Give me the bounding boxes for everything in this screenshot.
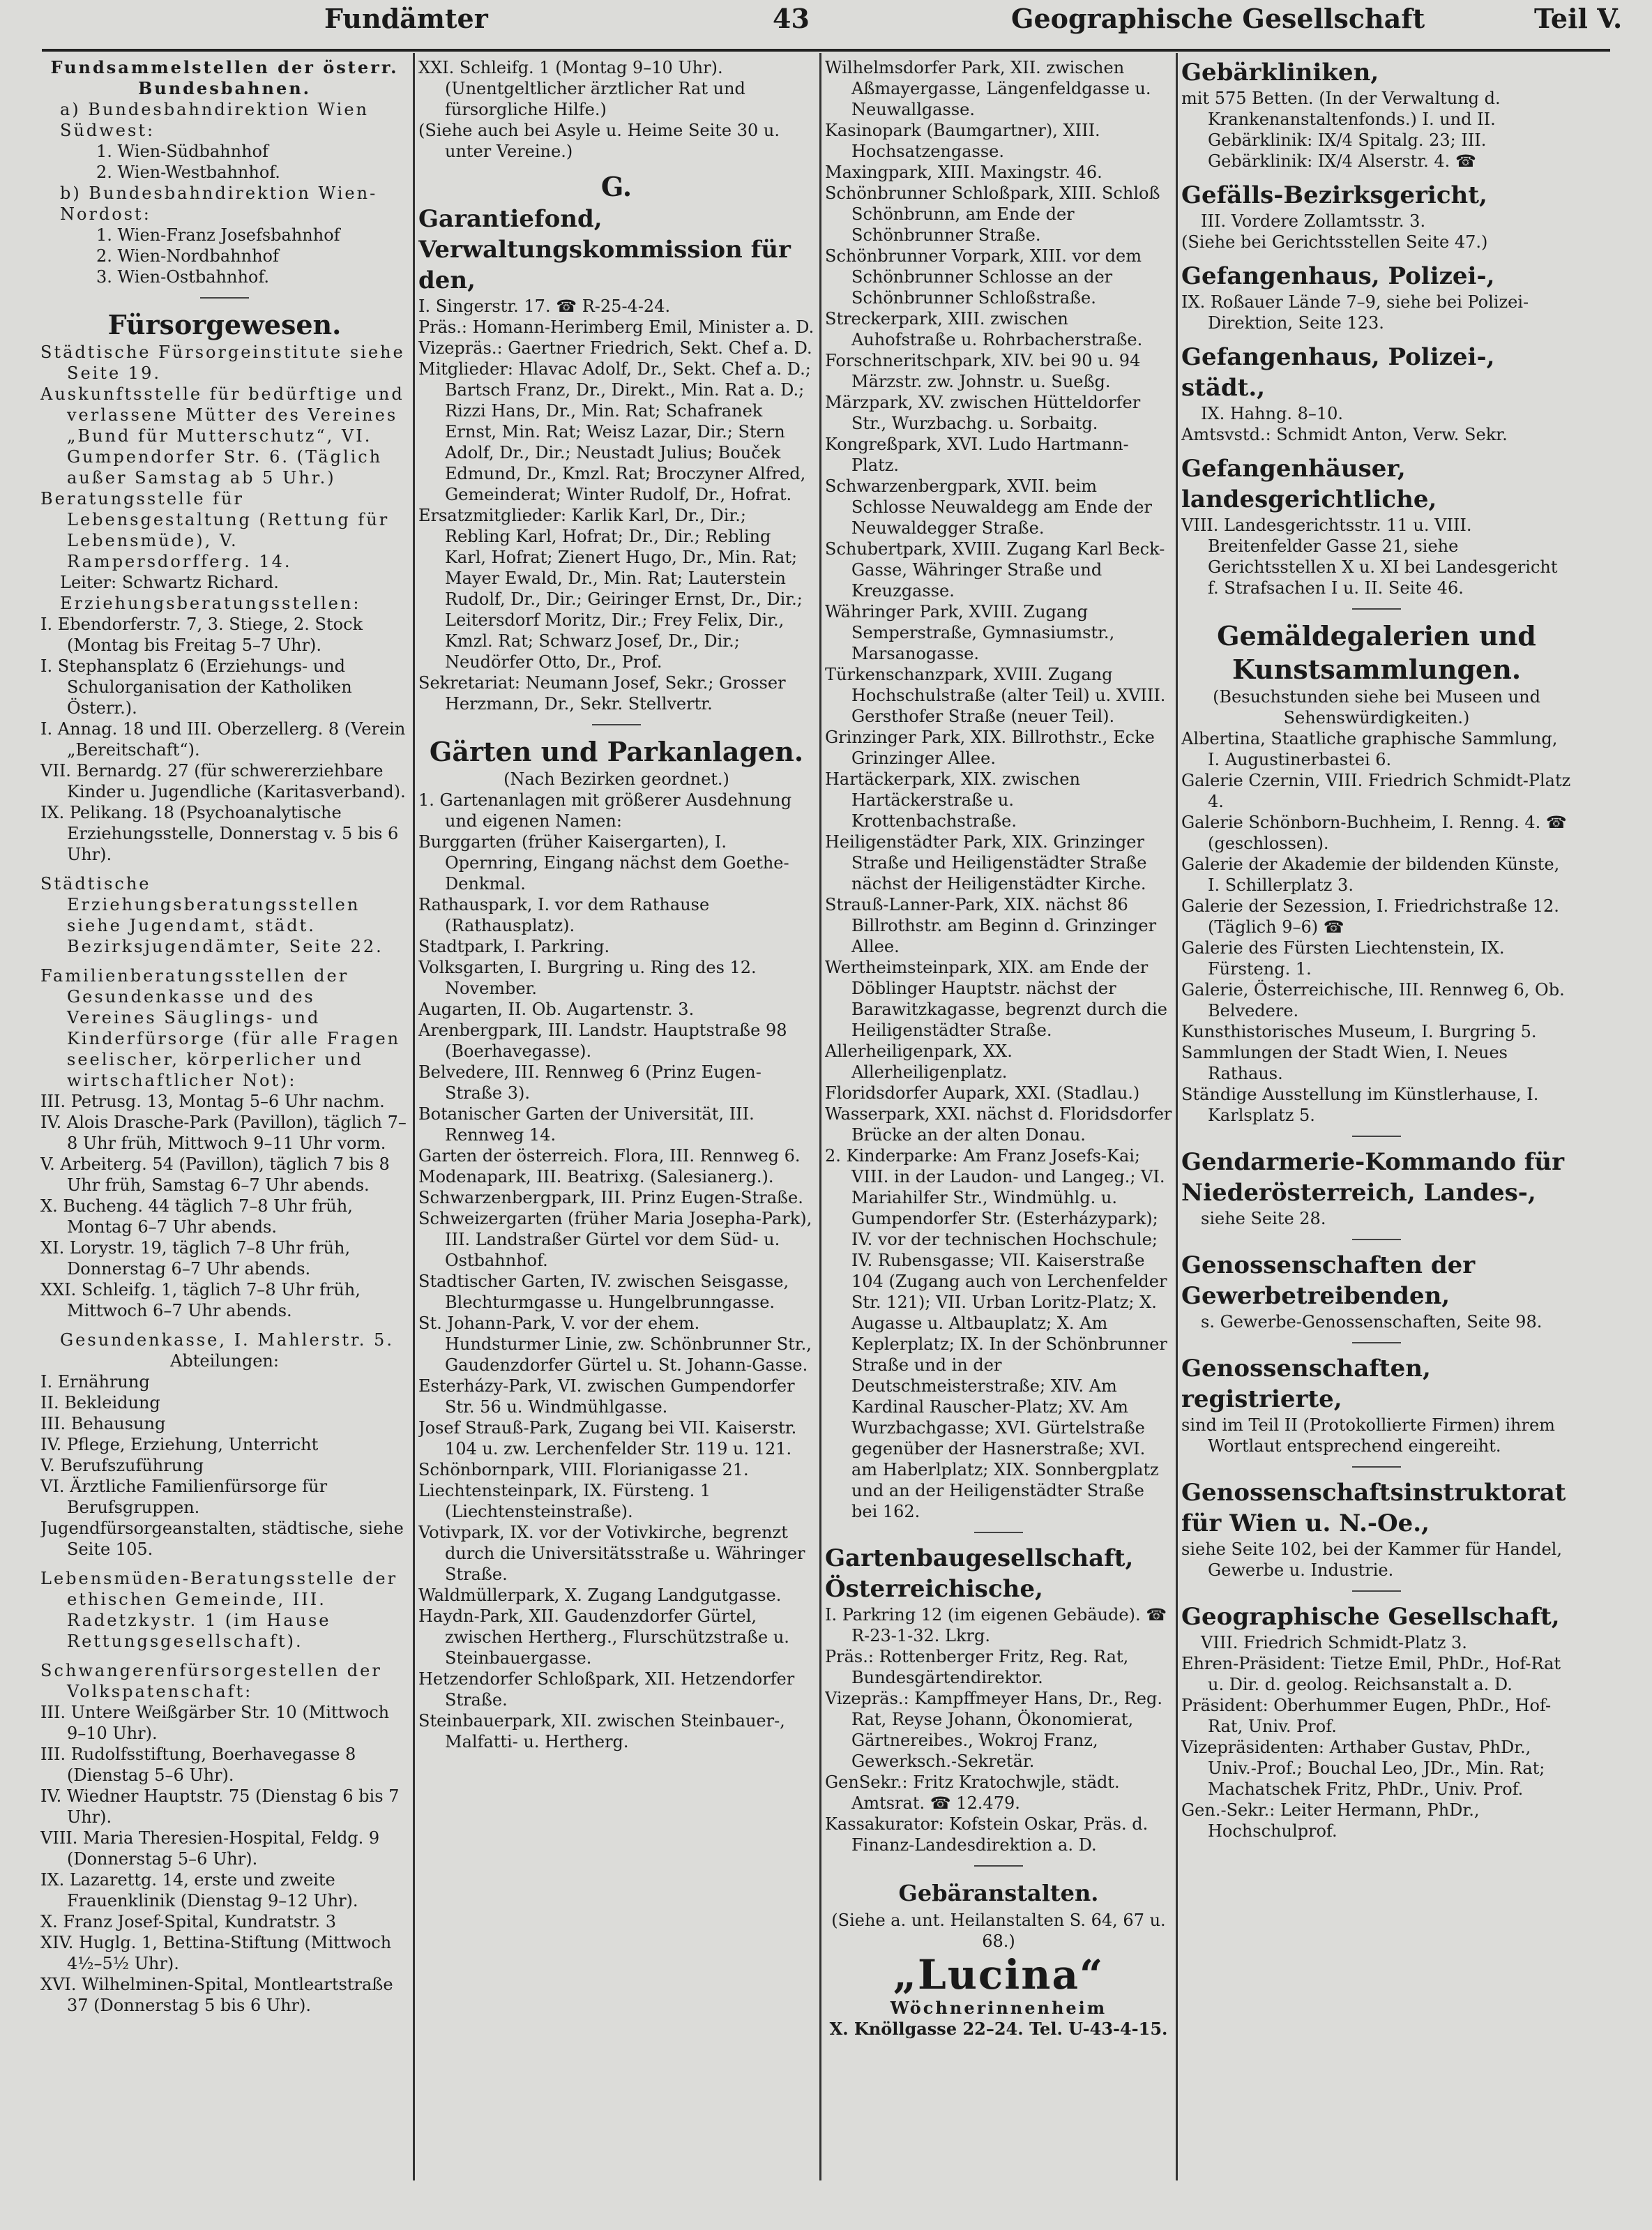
entry-line: Ehren-Präsident: Tietze Emil, PhDr., Hof-Rat u. Dir. d. geolog. Reichsanstalt a. D. xyxy=(1181,1654,1561,1694)
entry-line: X. Franz Josef-Spital, Kundratstr. 3 xyxy=(40,1912,337,1931)
entry-line: IX. Hahng. 8–10. xyxy=(1201,404,1344,423)
entry-line: 3. Wien-Ostbahnhof. xyxy=(96,267,270,287)
gallery-entry: Galerie Schönborn-Buchheim, I. Renng. 4. ☎ (geschlossen). xyxy=(1181,813,1567,853)
entry-line: (Siehe bei Gerichtsstellen Seite 47.) xyxy=(1181,232,1488,252)
park-entry: Streckerpark, XIII. zwischen Auhofstraße u. Rohrbacherstraße. xyxy=(825,309,1143,349)
entry-line: Gen.-Sekr.: Leiter Hermann, PhDr., Hochschulprof. xyxy=(1181,1800,1480,1841)
gallery-entry: Albertina, Staatliche graphische Sammlung, I. Augustinerbastei 6. xyxy=(1181,729,1558,769)
entry-line: X. Bucheng. 44 täglich 7–8 Uhr früh, Montag 6–7 Uhr abends. xyxy=(40,1196,353,1237)
separator xyxy=(1352,1239,1401,1240)
park-entry: Modenapark, III. Beatrixg. (Salesianerg.). xyxy=(418,1167,774,1186)
entry-line: (Siehe a. unt. Heilanstalten S. 64, 67 u. 68.) xyxy=(831,1911,1166,1951)
entry-line: GenSekr.: Fritz Kratochwjle, städt. Amtsrat. ☎ 12.479. xyxy=(825,1772,1120,1813)
entry-line: XI. Lorystr. 19, täglich 7–8 Uhr früh, Donnerstag 6–7 Uhr abends. xyxy=(40,1238,351,1279)
park-entry: Schönbornpark, VIII. Florianigasse 21. xyxy=(418,1460,749,1479)
park-entry: Schönbrunner Vorpark, XIII. vor dem Schönbrunner Schlosse an der Schönbrunner Schloßstraße. xyxy=(825,246,1142,308)
entry-line: 1. Gartenanlagen mit größerer Ausdehnung und eigenen Namen: xyxy=(418,790,792,831)
entry-line: Auskunftsstelle für bedürftige und verlassene Mütter des Vereines „Bund für Mutterschutz“, VI. Gumpendorfer Str. 6. (Täglich außer Samstag ab 5 Uhr.) xyxy=(40,384,404,488)
park-entry: Steinbauerpark, XII. zwischen Steinbauer-, Malfatti- u. Hertherg. xyxy=(418,1711,785,1751)
header-rule xyxy=(42,49,1610,52)
entry-line: Kassakurator: Kofstein Oskar, Präs. d. Finanz-Landesdirektion a. D. xyxy=(825,1814,1149,1855)
section-title: Gärten und Parkanlagen. xyxy=(429,736,804,767)
park-entry: Schubertpark, XVIII. Zugang Karl Beck-Gasse, Währinger Straße und Kreuzgasse. xyxy=(825,539,1165,601)
entry-line: I. Annag. 18 und III. Oberzellerg. 8 (Verein „Bereitschaft“). xyxy=(40,719,406,760)
entry-heading: Gefangenhäuser, landesgerichtliche, xyxy=(1181,455,1437,513)
entry-heading: Genossenschaften, registrierte, xyxy=(1181,1355,1431,1413)
entry-line: 1. Wien-Südbahnhof xyxy=(96,142,268,161)
entry-line: Familienberatungsstellen der Gesundenkasse und des Vereines Säuglings- und Kinderfürsorge (für alle Fragen seelischer, körperlicher und wirtschaftlicher Not): xyxy=(40,966,401,1090)
park-entry: Kongreßpark, XVI. Ludo Hartmann-Platz. xyxy=(825,435,1129,475)
entry-heading: Gefangenhaus, Polizei-, städt., xyxy=(1181,343,1495,402)
gallery-entry: Galerie der Sezession, I. Friedrichstraße 12. (Täglich 9–6) ☎ xyxy=(1181,896,1559,937)
entry-line: V. Arbeiterg. 54 (Pavillon), täglich 7 bis 8 Uhr früh, Samstag 6–7 Uhr abends. xyxy=(40,1154,390,1195)
entry-heading: Gebärkliniken, xyxy=(1181,59,1379,86)
park-entry: Heiligenstädter Park, XIX. Grinzinger Straße und Heiligenstädter Straße nächst der Heiligenstädter Kirche. xyxy=(825,832,1147,894)
entry-heading: Gefangenhaus, Polizei-, xyxy=(1181,262,1495,290)
separator xyxy=(1352,1136,1401,1137)
entry-line: V. Berufszuführung xyxy=(40,1456,204,1475)
park-entry: Märzpark, XV. zwischen Hütteldorfer Str., Wurzbachg. u. Sorbaitg. xyxy=(825,393,1141,433)
entry-line: III. Behausung xyxy=(40,1414,166,1433)
entry-line: I. Parkring 12 (im eigenen Gebäude). ☎ R-23-1-32. Lkrg. xyxy=(825,1605,1167,1645)
park-entry: Schweizergarten (früher Maria Josepha-Park), III. Landstraßer Gürtel vor dem Süd- u. Ostbahnhof. xyxy=(418,1209,812,1270)
park-entry: Rathauspark, I. vor dem Rathause (Rathausplatz). xyxy=(418,895,710,935)
gallery-entry: Galerie, Österreichische, III. Rennweg 6, Ob. Belvedere. xyxy=(1181,980,1565,1020)
gallery-entry: Sammlungen der Stadt Wien, I. Neues Rathaus. xyxy=(1181,1043,1508,1083)
gallery-entry: Galerie Czernin, VIII. Friedrich Schmidt-Platz 4. xyxy=(1181,771,1571,811)
entry-line: Erziehungsberatungsstellen: xyxy=(60,594,361,613)
separator xyxy=(1352,1466,1401,1468)
entry-line: XXI. Schleifg. 1, täglich 7–8 Uhr früh, Mittwoch 6–7 Uhr abends. xyxy=(40,1280,361,1320)
entry-line: VIII. Maria Theresien-Hospital, Feldg. 9 (Donnerstag 5–6 Uhr). xyxy=(40,1828,380,1869)
entry-line: XVI. Wilhelminen-Spital, Montleartstraße 37 (Donnerstag 5 bis 6 Uhr). xyxy=(40,1975,393,2015)
entry-line: IV. Pflege, Erziehung, Unterricht xyxy=(40,1435,319,1454)
entry-line: III. Vordere Zollamtsstr. 3. xyxy=(1201,211,1426,231)
entry-line: Sekretariat: Neumann Josef, Sekr.; Grosser Herzmann, Dr., Sekr. Stellvertr. xyxy=(418,673,786,714)
park-entry: Garten der österreich. Flora, III. Rennweg 6. xyxy=(418,1146,801,1166)
entry-line: a) Bundesbahndirektion Wien Südwest: xyxy=(60,100,370,140)
advert-address: X. Knöllgasse 22–24. Tel. U-43-4-15. xyxy=(829,2019,1168,2039)
entry-line: Präs.: Homann-Herimberg Emil, Minister a. D. xyxy=(418,317,814,337)
page-number: 43 xyxy=(773,3,810,34)
header-left-title: Fundämter xyxy=(324,3,488,34)
entry-line: VIII. Landesgerichtsstr. 11 u. VIII. Breitenfelder Gasse 21, siehe Gerichtsstellen X u. XI bei Landesgericht f. Strafsachen I u. II. Seite 46. xyxy=(1181,515,1558,598)
separator xyxy=(1352,1590,1401,1592)
entry-line: Beratungsstelle für Lebensgestaltung (Rettung für Lebensmüde), V. Rampersdorfferg. 14. xyxy=(40,489,390,571)
entry-line: XIV. Huglg. 1, Bettina-Stiftung (Mittwoch 4½–5½ Uhr). xyxy=(40,1933,392,1973)
separator xyxy=(974,1865,1023,1867)
entry-line: Mitglieder: Hlavac Adolf, Dr., Sekt. Chef a. D.; Bartsch Franz, Dr., Direkt., Min. Rat a. D.; Rizzi Hans, Dr., Min. Rat; Schafranek Ernst, Min. Rat; Weisz Lazar, Dir.; Stern Adolf, Dr., Dir.; Neustadt Julius; Bouček Edmund, Dr., Kmzl. Rat; Broczyner Alfred, Gemeinderat; Winter Rudolf, Dr., Hofrat. xyxy=(418,359,811,504)
park-entry: Wertheimsteinpark, XIX. am Ende der Döblinger Hauptstr. nächst der Barawitzkagasse, begrenzt durch die Heiligenstädter Straße. xyxy=(825,958,1167,1040)
separator xyxy=(200,297,249,299)
entry-line: I. Singerstr. 17. ☎ R-25-4-24. xyxy=(418,296,671,316)
park-entry: Burggarten (früher Kaisergarten), I. Opernring, Eingang nächst dem Goethe-Denkmal. xyxy=(418,832,789,894)
gallery-entry: Galerie der Akademie der bildenden Künste, I. Schillerplatz 3. xyxy=(1181,854,1560,895)
section-title: Gebäranstalten. xyxy=(898,1880,1099,1906)
entry-heading: Genossenschaftsinstruktorat für Wien u. N.-Oe., xyxy=(1181,1479,1566,1537)
column-divider xyxy=(1176,53,1178,2180)
section-letter: G. xyxy=(600,171,632,202)
entry-line: s. Gewerbe-Genossenschaften, Seite 98. xyxy=(1201,1312,1543,1332)
park-entry: Augarten, II. Ob. Augartenstr. 3. xyxy=(418,1000,695,1019)
park-entry: Grinzinger Park, XIX. Billrothstr., Ecke Grinzinger Allee. xyxy=(825,728,1155,768)
entry-line: I. Ebendorferstr. 7, 3. Stiege, 2. Stock (Montag bis Freitag 5–7 Uhr). xyxy=(40,615,363,655)
entry-heading: Genossenschaften der Gewerbetreibenden, xyxy=(1181,1251,1476,1310)
park-entry: Währinger Park, XVIII. Zugang Semperstraße, Gymnasiumstr., Marsanogasse. xyxy=(825,602,1115,663)
park-entry: Volksgarten, I. Burgring u. Ring des 12. November. xyxy=(418,958,757,998)
entry-line: sind im Teil II (Protokollierte Firmen) ihrem Wortlaut entsprechend eingereiht. xyxy=(1181,1415,1555,1456)
section-title: Gemäldegalerien und Kunstsammlungen. xyxy=(1217,620,1536,685)
park-entry: Maxingpark, XIII. Maxingstr. 46. xyxy=(825,163,1102,182)
column-4 xyxy=(1181,57,1572,2213)
entry-heading: Geographische Gesellschaft, xyxy=(1181,1603,1560,1631)
entry-line: (Besuchstunden siehe bei Museen und Sehenswürdigkeiten.) xyxy=(1213,687,1540,728)
column-3 xyxy=(825,57,1172,2213)
park-entry: Wilhelmsdorfer Park, XII. zwischen Aßmayergasse, Längenfeldgasse u. Neuwallgasse. xyxy=(825,58,1151,119)
entry-line: IX. Lazarettg. 14, erste und zweite Frauenklinik (Dienstag 9–12 Uhr). xyxy=(40,1870,358,1911)
park-entry: Schwarzenbergpark, XVII. beim Schlosse Neuwaldegg am Ende der Neuwaldegger Straße. xyxy=(825,476,1152,538)
entry-line: III. Rudolfsstiftung, Boerhavegasse 8 (Dienstag 5–6 Uhr). xyxy=(40,1745,356,1785)
park-entry: Haydn-Park, XII. Gaudenzdorfer Gürtel, zwischen Hertherg., Flurschützstraße u. Steinbauergasse. xyxy=(418,1606,789,1668)
entry-line: Leiter: Schwartz Richard. xyxy=(60,573,279,592)
entry-line: (Nach Bezirken geordnet.) xyxy=(503,769,729,789)
advert-title: „Lucina“ xyxy=(893,1951,1105,1998)
entry-line: Ersatzmitglieder: Karlik Karl, Dr., Dir.; Rebling Karl, Hofrat; Dr., Dir.; Rebling Karl, Hofrat; Zienert Hugo, Dr., Min. Rat; Mayer Ewald, Dr., Min. Rat; Lauterstein Rudolf, Dr., Dir.; Geiringer Ernst, Dr., Dir.; Leitersdorf Moritz, Dir.; Frey Felix, Dir., Kmzl. Rat; Schwarz Josef, Dr., Dir.; Neudörfer Otto, Dr., Prof. xyxy=(418,506,803,672)
park-entry: Josef Strauß-Park, Zugang bei VII. Kaiserstr. 104 u. zw. Lerchenfelder Str. 119 u. 121. xyxy=(418,1418,797,1459)
column-2 xyxy=(418,57,814,2213)
entry-line: (Siehe auch bei Asyle u. Heime Seite 30 u. unter Vereine.) xyxy=(418,121,780,161)
separator xyxy=(1352,608,1401,610)
park-entry: Wasserpark, XXI. nächst d. Floridsdorfer Brücke an der alten Donau. xyxy=(825,1104,1172,1145)
park-entry: Floridsdorfer Aupark, XXI. (Stadlau.) xyxy=(825,1083,1140,1103)
entry-line: IX. Pelikang. 18 (Psychoanalytische Erziehungsstelle, Donnerstag v. 5 bis 6 Uhr). xyxy=(40,803,399,864)
kinderparke-entry: 2. Kinderparke: Am Franz Josefs-Kai; VIII. in der Laudon- und Langeg.; VI. Mariahilfer Str., Windmühlg. u. Gumpendorfer Str. (Esterházypark); IV. vor der technischen Hochschule; IV. Rubensgasse; VII. Kaiserstraße 104 (Zugang auch von Lerchenfelder Str. 121); VII. Urban Loritz-Platz; X. Augasse u. Altbauplatz; X. Am Keplerplatz; IX. In der Schönbrunner Straße und in der Deutschmeisterstraße; XIV. Am Kardinal Rauscher-Platz; XV. Am Wurzbachgasse; XVI. Gürtelstraße gegenüber der Hasnerstraße; XVI. am Haberlplatz; XIX. Sonnbergplatz und an der Heiligenstädter Straße bei 162. xyxy=(825,1146,1167,1521)
separator xyxy=(592,724,641,725)
park-entry: Votivpark, IX. vor der Votivkirche, begrenzt durch die Universitätsstraße u. Währinger Straße. xyxy=(418,1523,805,1584)
entry-line: VIII. Friedrich Schmidt-Platz 3. xyxy=(1201,1633,1467,1652)
entry-line: Vizepräsidenten: Arthaber Gustav, PhDr., Univ.-Prof.; Bouchal Leo, JDr., Min. Rat; Machatschek Fritz, PhDr., Univ. Prof. xyxy=(1181,1738,1545,1799)
entry-line: Abteilungen: xyxy=(170,1351,279,1371)
park-entry: Hetzendorfer Schloßpark, XII. Hetzendorfer Straße. xyxy=(418,1669,795,1710)
park-entry: Türkenschanzpark, XVIII. Zugang Hochschulstraße (alter Teil) u. XVIII. Gersthofer Straße (neuer Teil). xyxy=(825,665,1166,726)
entry-line: 2. Wien-Westbahnhof. xyxy=(96,163,280,182)
entry-line: Präsident: Oberhummer Eugen, PhDr., Hof-Rat, Univ. Prof. xyxy=(1181,1696,1552,1736)
separator xyxy=(974,1532,1023,1533)
entry-line: Amtsvstd.: Schmidt Anton, Verw. Sekr. xyxy=(1181,425,1508,444)
entry-line: 2. Wien-Nordbahnhof xyxy=(96,246,279,266)
entry-line: VII. Bernardg. 27 (für schwererziehbare Kinder u. Jugendliche (Karitasverband). xyxy=(40,761,406,801)
section-title: Fürsorgewesen. xyxy=(107,309,342,340)
park-entry: Waldmüllerpark, X. Zugang Landgutgasse. xyxy=(418,1585,782,1605)
park-entry: St. Johann-Park, V. vor der ehem. Hundsturmer Linie, zw. Schönbrunner Str., Gaudenzdorfer Gürtel u. St. Johann-Gasse. xyxy=(418,1313,812,1375)
park-entry: Esterházy-Park, VI. zwischen Gumpendorfer Str. 56 u. Windmühlgasse. xyxy=(418,1376,795,1417)
entry-line: I. Ernährung xyxy=(40,1372,150,1392)
advert-subtitle: Wöchnerinnenheim xyxy=(890,1998,1107,2018)
entry-line: 1. Wien-Franz Josefsbahnhof xyxy=(96,225,340,245)
park-entry: Schwarzenbergpark, III. Prinz Eugen-Straße. xyxy=(418,1188,803,1207)
entry-line: Präs.: Rottenberger Fritz, Reg. Rat, Bundesgärtendirektor. xyxy=(825,1647,1129,1687)
column-1 xyxy=(40,57,409,2213)
gallery-entry: Kunsthistorisches Museum, I. Burgring 5. xyxy=(1181,1022,1537,1041)
park-entry: Botanischer Garten der Universität, III. Rennweg 14. xyxy=(418,1104,755,1145)
park-entry: Liechtensteinpark, IX. Fürsteng. 1 (Liechtensteinstraße). xyxy=(418,1481,711,1521)
entry-heading: Gefälls-Bezirksgericht, xyxy=(1181,181,1487,209)
entry-line: siehe Seite 102, bei der Kammer für Handel, Gewerbe u. Industrie. xyxy=(1181,1539,1562,1580)
entry-line: III. Petrusg. 13, Montag 5–6 Uhr nachm. xyxy=(40,1092,385,1111)
park-entry: Allerheiligenpark, XX. Allerheiligenplatz. xyxy=(825,1041,1013,1082)
separator xyxy=(1352,1342,1401,1343)
entry-line: IV. Alois Drasche-Park (Pavillon), täglich 7–8 Uhr früh, Mittwoch 9–11 Uhr vorm. xyxy=(40,1113,407,1153)
park-entry: Stadtischer Garten, IV. zwischen Seisgasse, Blechturmgasse u. Hungelbrunngasse. xyxy=(418,1272,789,1312)
entry-line: II. Bekleidung xyxy=(40,1393,160,1412)
entry-line: Schwangerenfürsorgestellen der Volkspatenschaft: xyxy=(40,1661,382,1701)
entry-line: Städtische Erziehungsberatungsstellen siehe Jugendamt, städt. Bezirksjugendämter, Seite 22. xyxy=(40,874,384,956)
gallery-entry: Galerie des Fürsten Liechtenstein, IX. Fürsteng. 1. xyxy=(1181,938,1505,979)
page-header xyxy=(0,0,1652,42)
park-entry: Strauß-Lanner-Park, XIX. nächst 86 Billrothstr. am Beginn d. Grinzinger Allee. xyxy=(825,895,1157,956)
entry-line: Jugendfürsorgeanstalten, städtische, siehe Seite 105. xyxy=(40,1519,404,1559)
header-part-label: Teil V. xyxy=(1534,3,1623,34)
entry-line: Lebensmüden-Beratungsstelle der ethischen Gemeinde, III. Radetzkystr. 1 (im Hause Rettungsgesellschaft). xyxy=(40,1569,398,1651)
column-divider xyxy=(413,53,415,2180)
column-divider xyxy=(819,53,821,2180)
entry-heading: Garantiefond, Verwaltungskommission für den, xyxy=(418,205,791,294)
park-entry: Forschneritschpark, XIV. bei 90 u. 94 Märzstr. zw. Johnstr. u. Sueßg. xyxy=(825,351,1141,391)
entry-line: IX. Roßauer Lände 7–9, siehe bei Polizei-Direktion, Seite 123. xyxy=(1181,292,1529,333)
park-entry: Stadtpark, I. Parkring. xyxy=(418,937,610,956)
entry-line: Vizepräs.: Gaertner Friedrich, Sekt. Chef a. D. xyxy=(418,338,812,358)
entry-line: Vizepräs.: Kampffmeyer Hans, Dr., Reg. Rat, Reyse Johann, Ökonomierat, Gärtnereibes., Wokroj Franz, Gewerksch.-Sekretär. xyxy=(825,1689,1162,1771)
park-entry: Arenbergpark, III. Landstr. Hauptstraße 98 (Boerhavegasse). xyxy=(418,1020,787,1061)
park-entry: Schönbrunner Schloßpark, XIII. Schloß Schönbrunn, am Ende der Schönbrunner Straße. xyxy=(825,183,1160,245)
entry-heading: Gendarmerie-Kommando für Niederösterreich, Landes-, xyxy=(1181,1148,1565,1207)
entry-line: III. Untere Weißgärber Str. 10 (Mittwoch 9–10 Uhr). xyxy=(40,1703,390,1743)
entry-line: Gesundenkasse, I. Mahlerstr. 5. xyxy=(60,1330,394,1350)
entry-line: VI. Ärztliche Familienfürsorge für Berufsgruppen. xyxy=(40,1477,328,1517)
entry-line: Städtische Fürsorgeinstitute siehe Seite 19. xyxy=(40,342,405,383)
entry-line: mit 575 Betten. (In der Verwaltung d. Krankenanstaltenfonds.) I. und II. Gebärklinik: IX/4 Spitalg. 23; III. Gebärklinik: IX/4 Alserstr. 4. ☎ xyxy=(1181,89,1501,171)
entry-line: siehe Seite 28. xyxy=(1201,1209,1326,1228)
park-entry: Belvedere, III. Rennweg 6 (Prinz Eugen-Straße 3). xyxy=(418,1062,761,1103)
gallery-entry: Ständige Ausstellung im Künstlerhause, I. Karlsplatz 5. xyxy=(1181,1085,1539,1125)
entry-heading: Fundsammelstellen der österr. Bundesbahnen. xyxy=(50,57,399,98)
header-center-title: Geographische Gesellschaft xyxy=(1011,3,1425,34)
entry-heading: Gartenbaugesellschaft, Österreichische, xyxy=(825,1544,1134,1603)
park-entry: Hartäckerpark, XIX. zwischen Hartäckerstraße u. Krottenbachstraße. xyxy=(825,769,1080,831)
entry-line: XXI. Schleifg. 1 (Montag 9–10 Uhr). (Unentgeltlicher ärztlicher Rat und fürsorgliche Hilfe.) xyxy=(418,58,745,119)
entry-line: I. Stephansplatz 6 (Erziehungs- und Schulorganisation der Katholiken Österr.). xyxy=(40,656,352,718)
entry-line: b) Bundesbahndirektion Wien-Nordost: xyxy=(60,183,378,224)
entry-line: IV. Wiedner Hauptstr. 75 (Dienstag 6 bis 7 Uhr). xyxy=(40,1786,400,1827)
park-entry: Kasinopark (Baumgartner), XIII. Hochsatzengasse. xyxy=(825,121,1100,161)
